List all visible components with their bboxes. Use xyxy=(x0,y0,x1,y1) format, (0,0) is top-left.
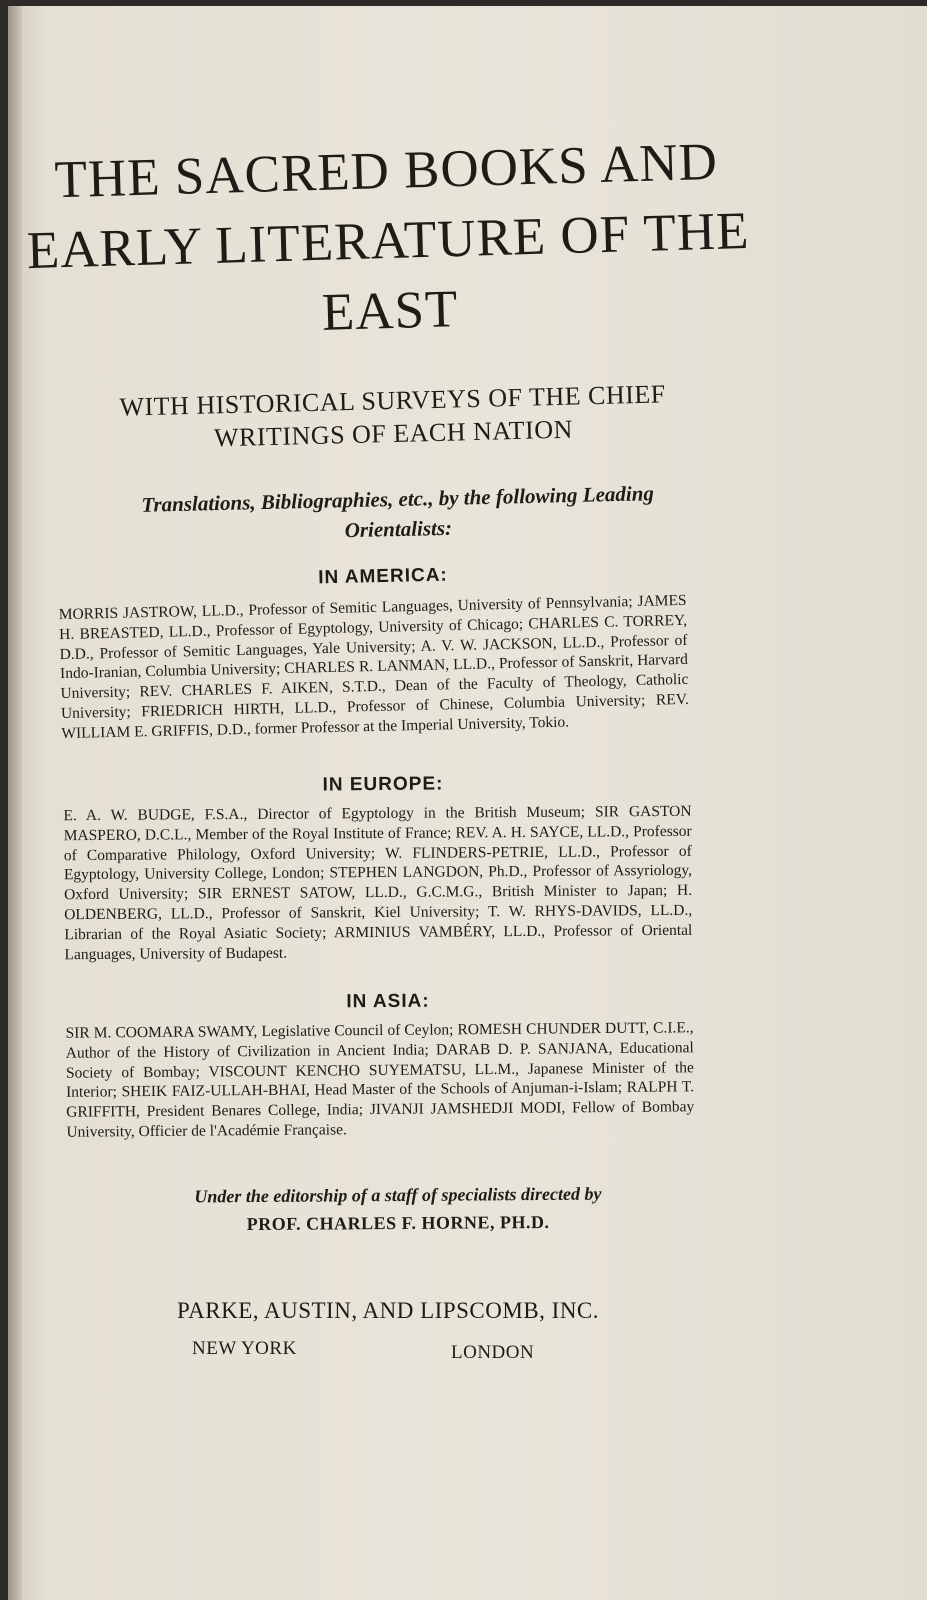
section-heading-europe: IN EUROPE: xyxy=(322,773,444,796)
book-subtitle: WITH HISTORICAL SURVEYS OF THE CHIEF WRITINGS OF EACH NATION xyxy=(119,379,667,453)
editor-name: PROF. CHARLES F. HORNE, PH.D. xyxy=(246,1211,550,1235)
publisher-city-new-york: NEW YORK xyxy=(192,1338,297,1359)
section-text-europe: E. A. W. BUDGE, F.S.A., Director of Egyptology in the British Museum; SIR GASTON MASPERO, D.C.L., Member of the Royal Institute of France; REV. A. H. SAYCE, LL.D., Professor of Comparative Philology, Oxford University; W. FLINDERS-PETRIE, LL.D., Professor of Egyptology, University College, London; STEPHEN LANGDON, Ph.D., Professor of Assyriology, Oxford University; SIR ERNEST SATOW, LL.D., G.C.M.G., British Minister to Japan; H. OLDENBERG, LL.D., Professor of Sanskrit, Kiel University; T. W. RHYS-DAVIDS, LL.D., Librarian of the Royal Asiatic Society; ARMINIUS VAMBÉRY, LL.D., Professor of Oriental Languages, University of Budapest. xyxy=(63,802,693,963)
publisher-name: PARKE, AUSTIN, AND LIPSCOMB, INC. xyxy=(176,1298,600,1323)
translations-line: Translations, Bibliographies, etc., by the following Leading Orientalists: xyxy=(141,481,655,543)
publisher-city-london: LONDON xyxy=(451,1342,535,1363)
title-page xyxy=(8,6,927,1600)
section-text-asia: SIR M. COOMARA SWAMY, Legislative Council of Ceylon; ROMESH CHUNDER DUTT, C.I.E., Author of the History of Civilization in Ancient India; DARAB D. P. SANJANA, Educational Society of Bombay; VISCOUNT KENCHO SUYEMATSU, LL.M., Japanese Minister of the Interior; SHEIK FAIZ-ULLAH-BHAI, Head Master of the Schools of Anjuman-i-Islam; RALPH T. GRIFFITH, President Benares College, India; JIVANJI JAMSHEDJI MODI, Fellow of Bombay University, Officier de l'Académie Française. xyxy=(65,1019,695,1141)
section-heading-america: IN AMERICA: xyxy=(317,564,448,589)
editorship-block xyxy=(98,1179,698,1239)
section-text-america: MORRIS JASTROW, LL.D., Professor of Semitic Languages, University of Pennsylvania; JAMES H. BREASTED, LL.D., Professor of Egyptology, University of Chicago; CHARLES C. TORREY, D.D., Professor of Semitic Languages, Yale University; A. V. W. JACKSON, LL.D., Professor of Indo-Iranian, Columbia University; CHARLES R. LANMAN, LL.D., Professor of Sanskrit, Harvard University; REV. CHARLES F. AIKEN, S.T.D., Dean of the Faculty of Theology, Catholic University; FRIEDRICH HIRTH, LL.D., Professor of Chinese, Columbia University; REV. WILLIAM E. GRIFFIS, D.D., former Professor at the Imperial University, Tokio. xyxy=(58,591,690,742)
section-heading-asia: IN ASIA: xyxy=(346,990,430,1013)
book-title: THE SACRED BOOKS AND EARLY LITERATURE OF THE EAST xyxy=(26,132,751,342)
editorship-line: Under the editorship of a staff of specialists directed by xyxy=(194,1183,602,1207)
